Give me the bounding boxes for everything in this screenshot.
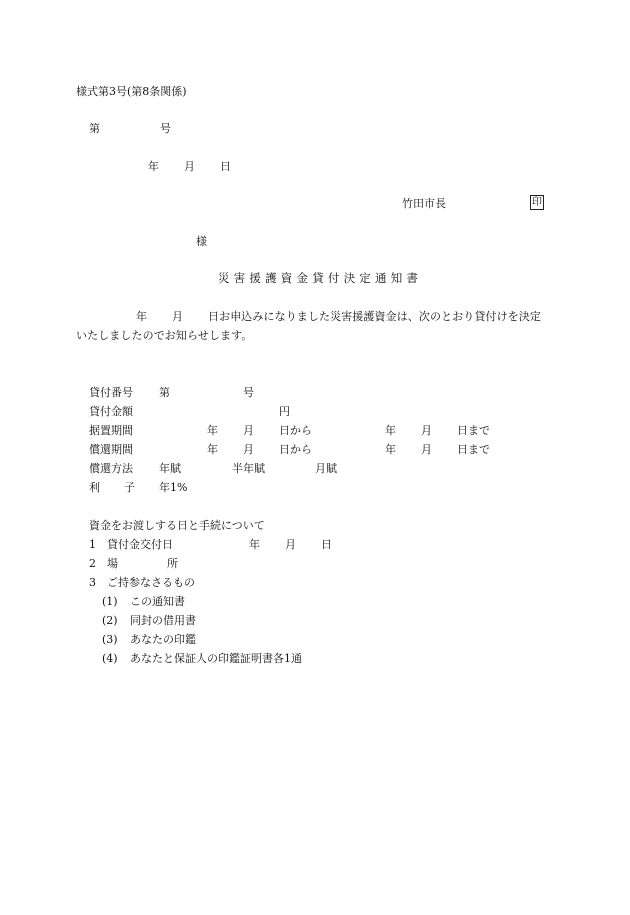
issue-date-year: 年: [148, 160, 159, 173]
item1-day: 日: [321, 538, 332, 551]
method-annual: 年賦: [159, 462, 181, 475]
document-item-number: (3): [102, 633, 118, 646]
item1-label: 貸付金交付日: [107, 538, 173, 551]
deferment-from: 日から: [279, 424, 312, 437]
document-title: 災害援護資金貸付決定通知書: [218, 271, 423, 285]
issue-date-month: 月: [184, 160, 195, 173]
item2-label-a: 場: [107, 557, 118, 570]
document-item-text: この通知書: [130, 595, 185, 608]
loan-number-prefix: 第: [159, 386, 170, 399]
item3-label: ご持参なさるもの: [107, 576, 195, 589]
form-label: 様式第3号(第8条関係): [76, 85, 187, 98]
intro-month: 月: [172, 310, 183, 323]
deferment-label: 据置期間: [89, 424, 133, 437]
mayor-name: 竹田市長: [402, 197, 446, 210]
loan-amount-unit: 円: [279, 405, 290, 418]
intro-year: 年: [136, 310, 147, 323]
item2-label-b: 所: [167, 557, 178, 570]
interest-label-b: 子: [124, 481, 135, 494]
loan-number-suffix: 号: [243, 386, 254, 399]
item1-month: 月: [285, 538, 296, 551]
deferment-until: 日まで: [457, 424, 490, 437]
method-monthly: 月賦: [315, 462, 337, 475]
repayment-year-from: 年: [207, 443, 218, 456]
issue-date-day: 日: [220, 160, 231, 173]
procedure-heading: 資金をお渡しする日と手続について: [89, 519, 265, 532]
document-item-number: (1): [102, 595, 118, 608]
deferment-year-from: 年: [207, 424, 218, 437]
item2-number: 2: [89, 557, 96, 570]
repayment-until: 日まで: [457, 443, 490, 456]
document-item-text: あなたと保証人の印鑑証明書各1通: [130, 652, 302, 665]
document-number-prefix: 第: [89, 122, 100, 135]
seal-stamp: 印: [532, 197, 542, 208]
document-item-text: あなたの印鑑: [130, 633, 196, 646]
item1-number: 1: [89, 538, 96, 551]
addressee-suffix: 様: [196, 235, 207, 248]
deferment-year-until: 年: [385, 424, 396, 437]
document-item-number: (2): [102, 614, 118, 627]
repayment-month-until: 月: [421, 443, 432, 456]
document-item-text: 同封の借用書: [130, 614, 196, 627]
loan-number-label: 貸付番号: [89, 386, 133, 399]
method-semiannual: 半年賦: [232, 462, 265, 475]
loan-amount-label: 貸付金額: [89, 405, 133, 418]
repayment-month-from: 月: [243, 443, 254, 456]
deferment-month-from: 月: [243, 424, 254, 437]
repayment-method-label: 償還方法: [89, 462, 133, 475]
interest-label-a: 利: [89, 481, 100, 494]
deferment-month-until: 月: [421, 424, 432, 437]
item3-number: 3: [89, 576, 96, 589]
repayment-from: 日から: [279, 443, 312, 456]
repayment-period-label: 償還期間: [89, 443, 133, 456]
interest-value: 年1%: [159, 481, 188, 494]
document-number-suffix: 号: [160, 122, 171, 135]
item1-year: 年: [249, 538, 260, 551]
repayment-year-until: 年: [385, 443, 396, 456]
intro-text-line2: いたしましたのでお知らせします。: [76, 329, 253, 342]
document-item-number: (4): [102, 652, 118, 665]
intro-text-line1: 日お申込みになりました災害援護資金は、次のとおり貸付けを決定: [208, 310, 541, 323]
